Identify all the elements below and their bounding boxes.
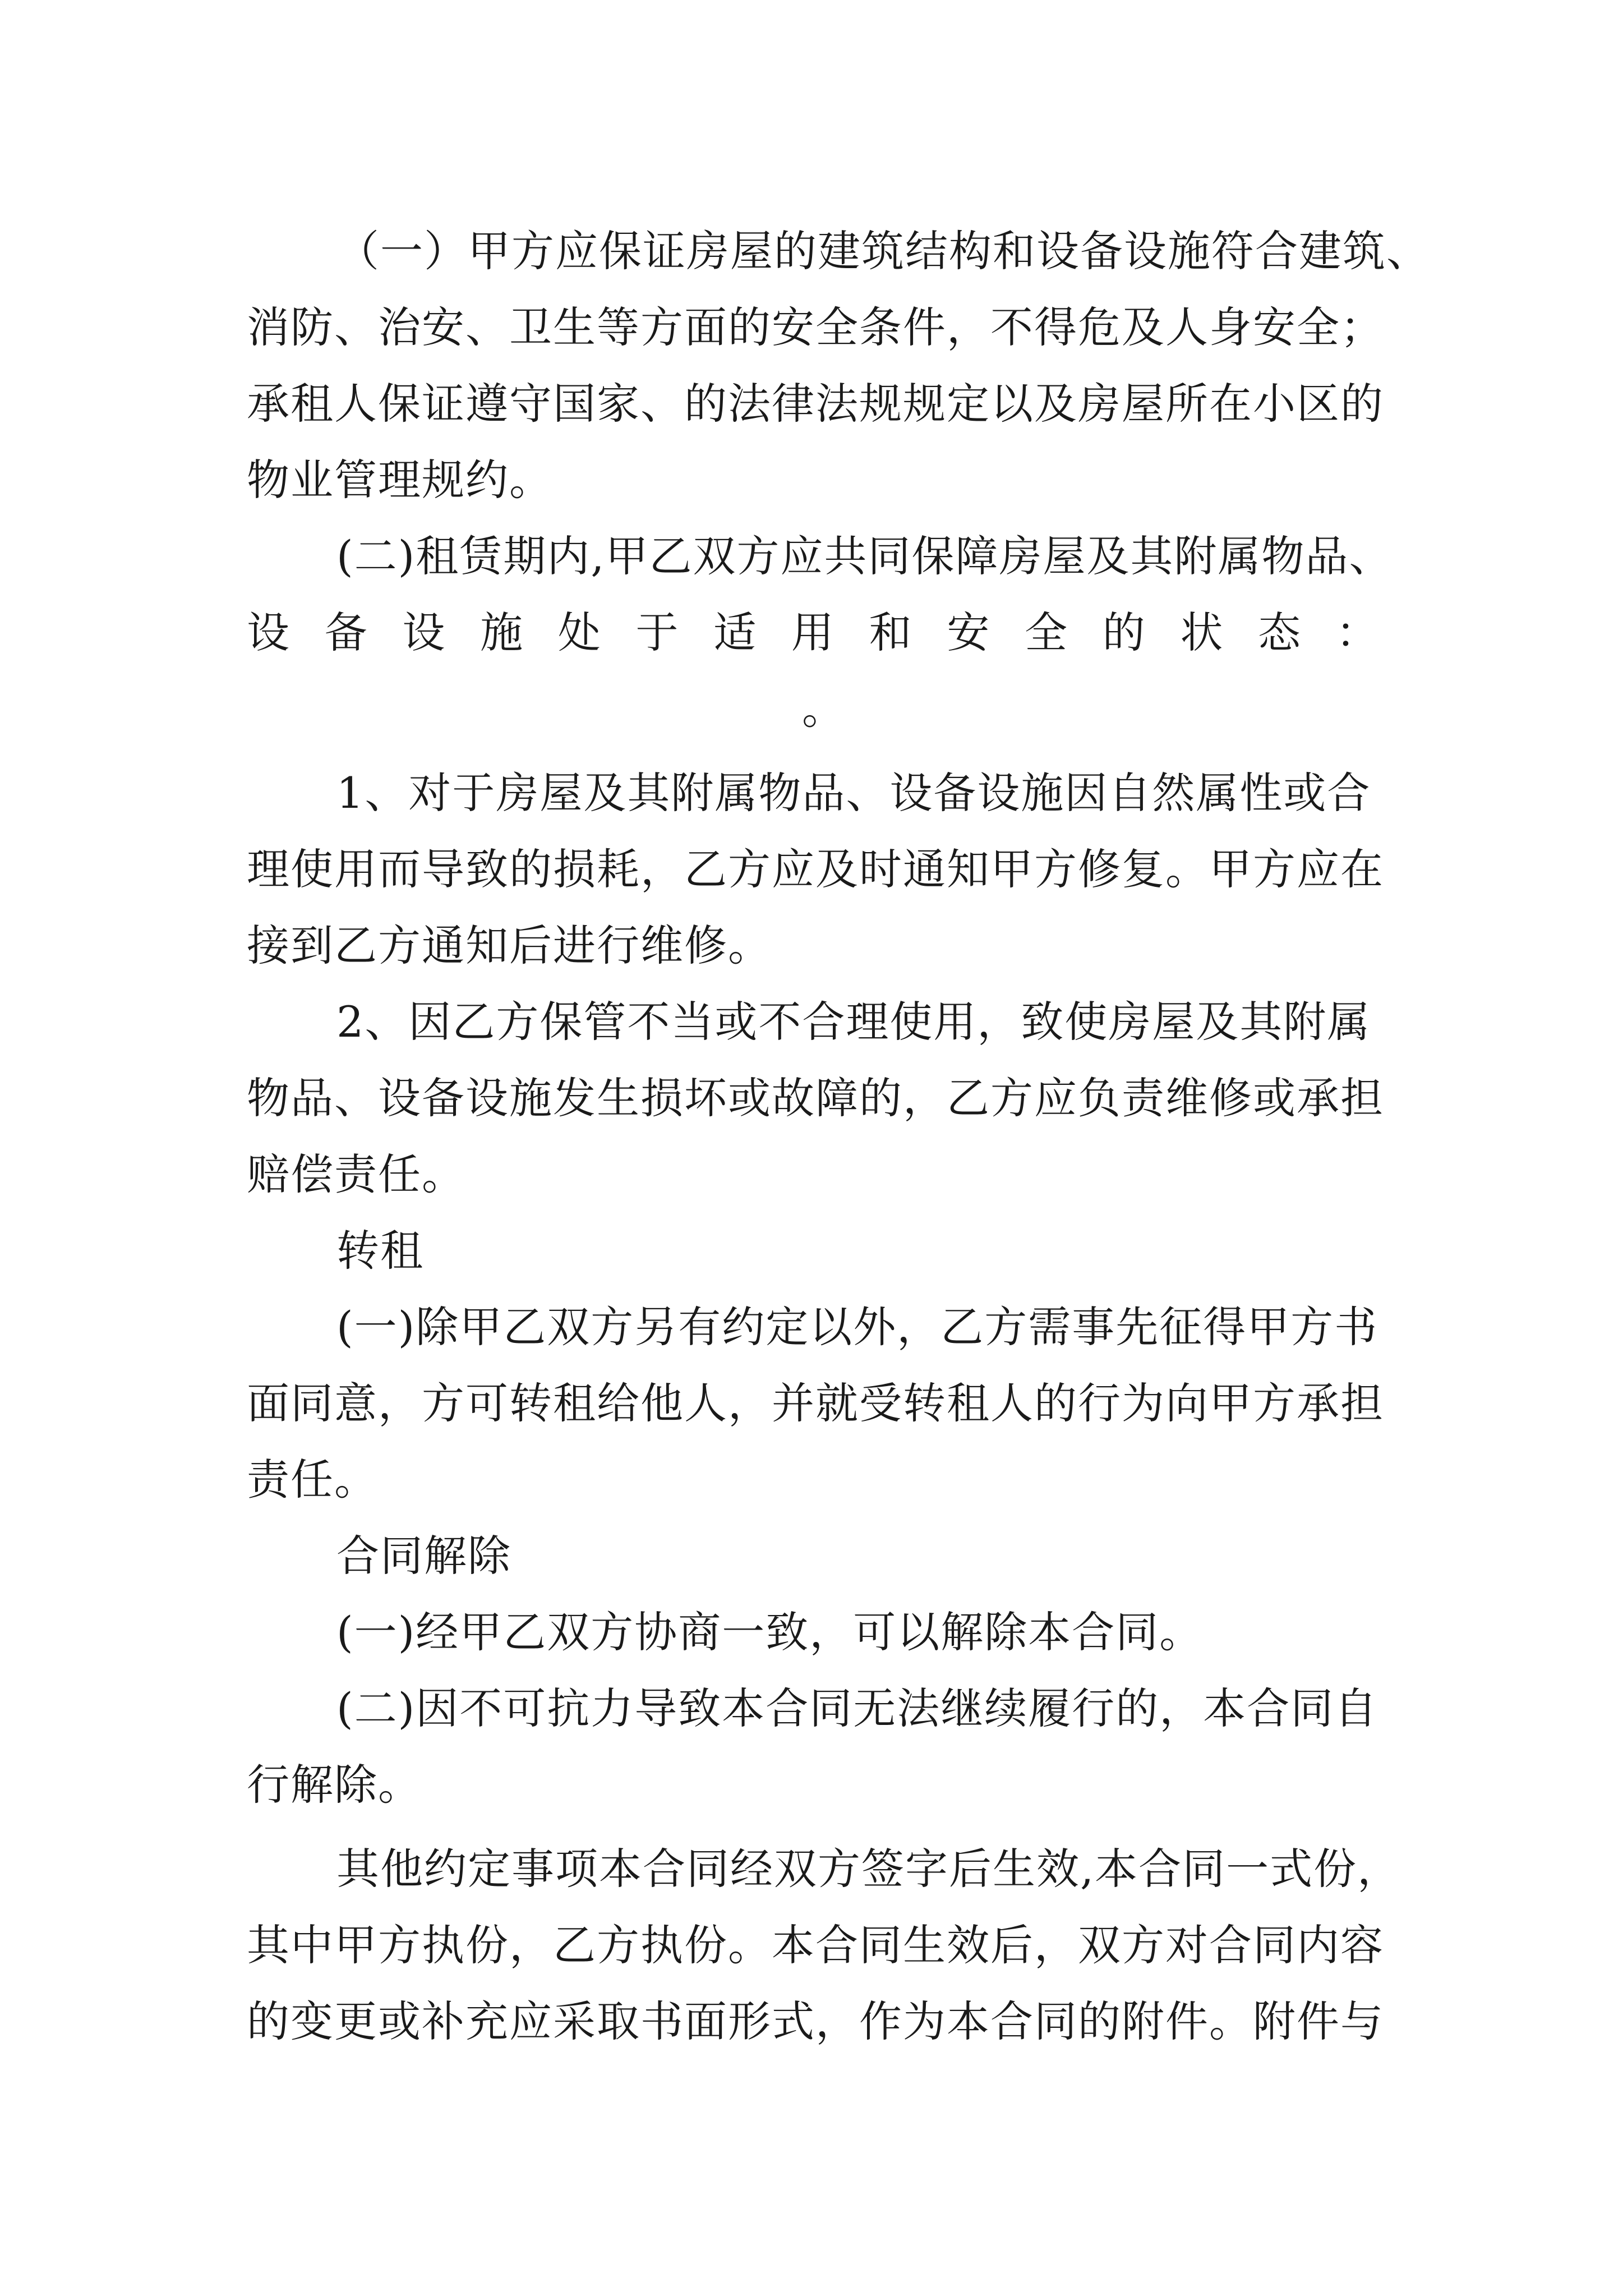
spaced-char: 处 <box>557 608 602 657</box>
spaced-char: 状 <box>1180 608 1224 657</box>
section-heading: 合同解除 <box>336 1531 511 1581</box>
spaced-char: 用 <box>791 608 835 657</box>
paragraph-line: 其他约定事项本合同经双方签字后生效,本合同一式份， <box>336 1844 1401 1894</box>
paragraph-line: 物业管理规约。 <box>247 455 553 505</box>
paragraph-line: 2、因乙方保管不当或不合理使用，致使房屋及其附属 <box>336 997 1371 1047</box>
spaced-char: 全 <box>1025 608 1069 657</box>
paragraph-line: 行解除。 <box>247 1760 422 1810</box>
paragraph-line: 面同意，方可转租给他人，并就受转租人的行为向甲方承担 <box>247 1378 1384 1428</box>
paragraph-line: 。 <box>802 684 846 734</box>
paragraph-line: 的变更或补充应采取书面形式，作为本合同的附件。附件与 <box>247 1996 1384 2046</box>
spaced-char: 施 <box>480 608 524 657</box>
paragraph-line: 1、对于房屋及其附属物品、设备设施因自然属性或合 <box>336 768 1371 818</box>
paragraph-line: (二)因不可抗力导致本合同无法继续履行的，本合同自 <box>336 1683 1378 1733</box>
spaced-char: ： <box>1335 608 1380 657</box>
paragraph-line: 赔偿责任。 <box>247 1149 465 1199</box>
paragraph-line: 消防、治安、卫生等方面的安全条件，不得危及人身安全； <box>247 302 1384 352</box>
paragraph-line: (一)除甲乙双方另有约定以外，乙方需事先征得甲方书 <box>336 1302 1378 1352</box>
spaced-char: 和 <box>869 608 913 657</box>
spaced-char: 的 <box>1102 608 1146 657</box>
paragraph-line: （一）甲方应保证房屋的建筑结构和设备设施符合建筑、 <box>336 226 1430 276</box>
spaced-char: 安 <box>947 608 991 657</box>
spaced-line <box>247 595 1380 671</box>
spaced-char: 于 <box>635 608 680 657</box>
paragraph-line: 其中甲方执份，乙方执份。本合同生效后，双方对合同内容 <box>247 1920 1384 1970</box>
paragraph-line: 物品、设备设施发生损坏或故障的，乙方应负责维修或承担 <box>247 1073 1384 1123</box>
spaced-char: 备 <box>324 608 368 657</box>
spaced-char: 适 <box>713 608 758 657</box>
paragraph-line: 接到乙方通知后进行维修。 <box>247 921 772 970</box>
spaced-char: 态 <box>1258 608 1302 657</box>
spaced-char: 设 <box>402 608 446 657</box>
paragraph-line: 责任。 <box>247 1455 378 1504</box>
paragraph-line: (一)经甲乙双方协商一致，可以解除本合同。 <box>336 1607 1204 1657</box>
paragraph-line: 理使用而导致的损耗，乙方应及时通知甲方修复。甲方应在 <box>247 844 1384 894</box>
section-heading: 转租 <box>336 1226 424 1276</box>
paragraph-line: 承租人保证遵守国家、的法律法规规定以及房屋所在小区的 <box>247 379 1384 429</box>
paragraph-line: (二)租赁期内,甲乙双方应共同保障房屋及其附属物品、 <box>336 531 1393 581</box>
spaced-char: 设 <box>247 608 291 657</box>
